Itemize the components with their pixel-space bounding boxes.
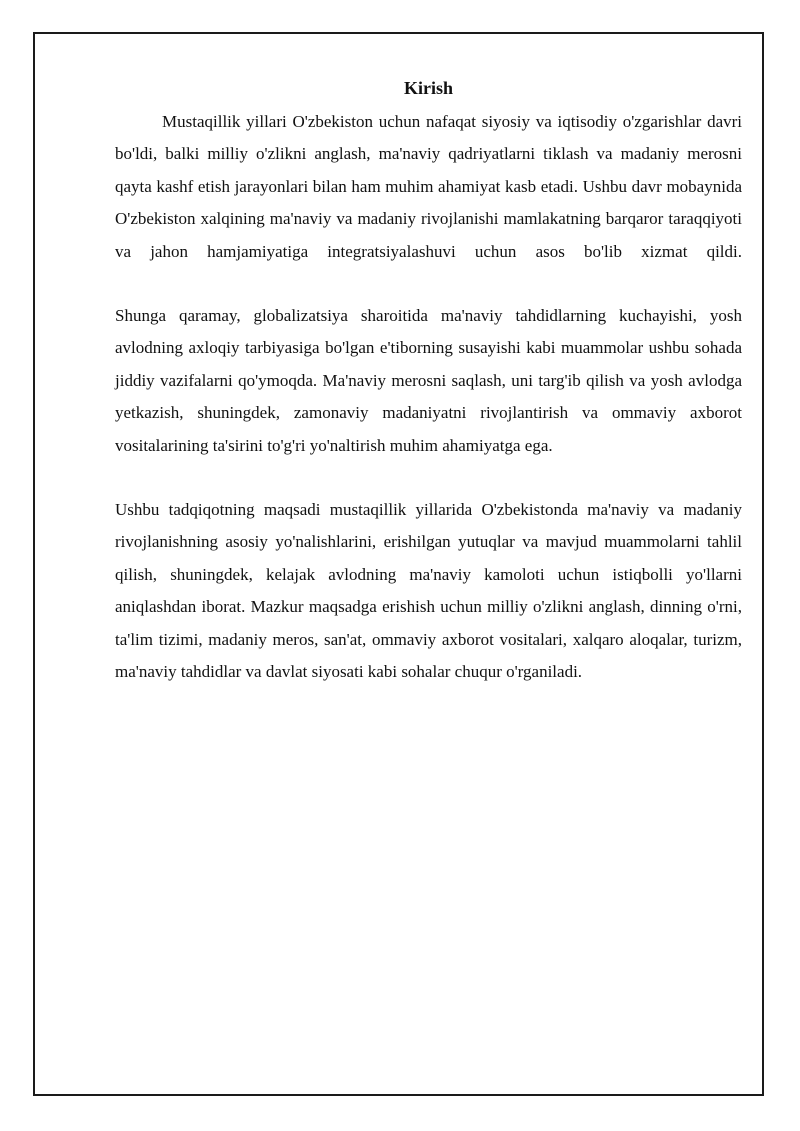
- paragraph-spacer: [115, 268, 742, 300]
- paragraph-purpose: Ushbu tadqiqotning maqsadi mustaqillik yillarida O'zbekistonda ma'naviy va madaniy rivojlanishning asosiy yo'nalishlarini, erishilgan yutuqlar va mavjud muammolarni tahlil qilish, shuningdek, kelajak avlodning ma'naviy kamoloti uchun istiqbolli yo'llarni aniqlashdan iborat. Mazkur maqsadga erishish uchun milliy o'zlikni anglash, dinning o'rni, ta'lim tizimi, madaniy meros, san'at, ommaviy axborot vositalari, xalqaro aloqalar, turizm, ma'naviy tahdidlar va davlat siyosati kabi sohalar chuqur o'rganiladi.: [115, 500, 742, 682]
- paragraph-challenges: Shunga qaramay, globalizatsiya sharoitida ma'naviy tahdidlarning kuchayishi, yosh avlodning axloqiy tarbiyasiga bo'lgan e'tiborning susayishi kabi muammolar ushbu sohada jiddiy vazifalarni qo'ymoqda. Ma'naviy merosni saqlash, uni targ'ib qilish va yosh avlodga yetkazish, shuningdek, zamonaviy madaniyatni rivojlantirish va ommaviy axborot vositalarining ta'sirini to'g'ri yo'naltirish muhim ahamiyatga ega.: [115, 306, 742, 455]
- paragraph-spacer: [115, 462, 742, 494]
- paragraph-intro: Mustaqillik yillari O'zbekiston uchun nafaqat siyosiy va iqtisodiy o'zgarishlar davri bo'ldi, balki milliy o'zlikni anglash, ma'naviy qadriyatlarni tiklash va madaniy merosni qayta kashf etish jarayonlari bilan ham muhim ahamiyat kasb etadi. Ushbu davr mobaynida O'zbekiston xalqining ma'naviy va madaniy rivojlanishi mamlakatning barqaror taraqqiyoti va jahon hamjamiyatiga integratsiyalashuvi uchun asos bo'lib xizmat qildi.: [115, 112, 742, 261]
- document-title: Kirish: [403, 78, 453, 98]
- document-body: [115, 76, 742, 689]
